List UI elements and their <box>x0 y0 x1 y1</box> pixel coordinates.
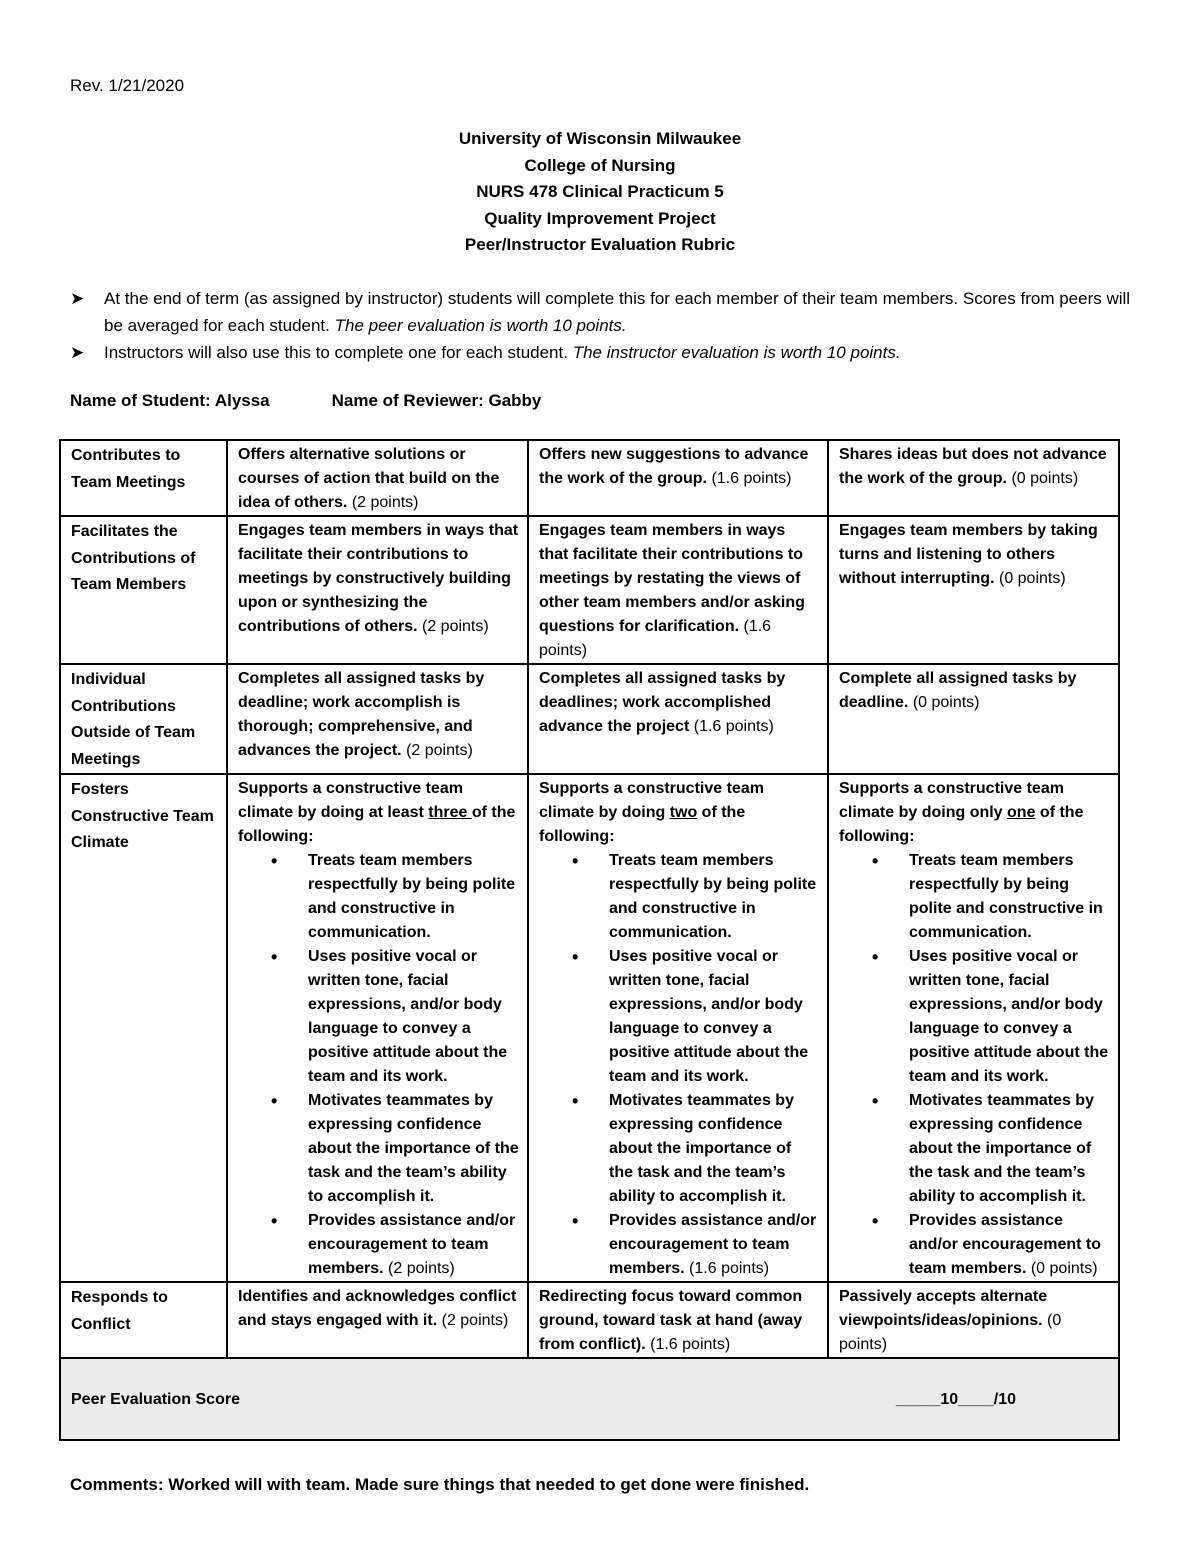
list-item: • Uses positive vocal or written tone, facial expressions, and/or body language to convey a positive attitude about the team and its work. <box>909 945 1110 1089</box>
points: (2 points) <box>388 1260 455 1277</box>
instruction-text: At the end of term (as assigned by instructor) students will complete this for each member of their team members. Scores from peers will be averaged for each student. <box>104 289 1131 335</box>
points: (1.6 points) <box>693 718 774 735</box>
points: (0 points) <box>1030 1260 1098 1277</box>
table-row <box>60 664 1119 774</box>
points: (0 points) <box>1011 470 1079 487</box>
rubric-cell: Offers new suggestions to advance the work of the group. (1.6 points) <box>528 440 828 516</box>
criterion-cell: Facilitates the Contributions of Team Members <box>60 516 227 664</box>
behavior-list <box>539 849 819 1281</box>
points: (1.6 points) <box>650 1336 731 1353</box>
reviewer-name: Name of Reviewer: Gabby <box>331 391 542 410</box>
rubric-cell: Offers alternative solutions or courses of action that build on the idea of others. (2 points) <box>227 440 528 516</box>
points: (2 points) <box>351 494 419 511</box>
rubric-cell: Supports a constructive team climate by doing at least three of the following: • Treats team members respectfully by being polite and constructive in communication. • Uses positive vocal or written tone, facial expressions, and/or body language to convey a positive attitude about the team and its work. • Motivates teammates by expressing confidence about the importance of the task and the team’s ability to accomplish it. • Provides assistance and/or encouragement to team members. (2 points) <box>227 774 528 1282</box>
points: (1.6 points) <box>689 1260 770 1277</box>
list-item: • Treats team members respectfully by being polite and constructive in communication. <box>909 849 1110 945</box>
criterion-cell: Contributes to Team Meetings <box>60 440 227 516</box>
points: (1.6 points) <box>539 618 772 659</box>
student-name: Name of Student: Alyssa <box>70 391 270 410</box>
instructions <box>70 285 1140 366</box>
points: (2 points) <box>441 1312 509 1329</box>
instruction-emphasis: The instructor evaluation is worth 10 points. <box>572 343 901 362</box>
list-item: • Motivates teammates by expressing confidence about the importance of the task and the team’s ability to accomplish it. <box>609 1089 819 1209</box>
rubric-cell: Passively accepts alternate viewpoints/ideas/opinions. (0 points) <box>828 1282 1119 1358</box>
table-row <box>60 516 1119 664</box>
rubric-cell: Complete all assigned tasks by deadline. (0 points) <box>828 664 1119 774</box>
list-item: • Provides assistance and/or encouragement to team members. (2 points) <box>308 1209 519 1281</box>
title-rubric: Peer/Instructor Evaluation Rubric <box>464 235 736 254</box>
points: (1.6 points) <box>711 470 792 487</box>
rubric-cell: Completes all assigned tasks by deadlines; work accomplished advance the project (1.6 points) <box>528 664 828 774</box>
title-university: University of Wisconsin Milwaukee <box>458 129 742 148</box>
instruction-item <box>70 339 1140 366</box>
list-item: • Uses positive vocal or written tone, facial expressions, and/or body language to convey a positive attitude about the team and its work. <box>609 945 819 1089</box>
score-row <box>60 1358 1119 1440</box>
list-item: • Motivates teammates by expressing confidence about the importance of the task and the team’s ability to accomplish it. <box>909 1089 1110 1209</box>
title-course: NURS 478 Clinical Practicum 5 <box>476 182 724 201</box>
points: (2 points) <box>422 618 489 635</box>
arrow-bullet-icon: ➤ <box>70 289 85 308</box>
rubric-cell: Supports a constructive team climate by doing two of the following: • Treats team members respectfully by being polite and constructive in communication. • Uses positive vocal or written tone, facial expressions, and/or body language to convey a positive attitude about the team and its work. • Motivates teammates by expressing confidence about the importance of the task and the team’s ability to accomplish it. • Provides assistance and/or encouragement to team members. (1.6 points) <box>528 774 828 1282</box>
rubric-cell: Redirecting focus toward common ground, toward task at hand (away from conflict). (1.6 points) <box>528 1282 828 1358</box>
list-item: • Provides assistance and/or encouragement to team members. (1.6 points) <box>609 1209 819 1281</box>
table-row <box>60 440 1119 516</box>
list-item: • Motivates teammates by expressing confidence about the importance of the task and the team’s ability to accomplish it. <box>308 1089 519 1209</box>
rubric-cell: Engages team members in ways that facilitate their contributions to meetings by constructively building upon or synthesizing the contributions of others. (2 points) <box>227 516 528 664</box>
table-row <box>60 1282 1119 1358</box>
criterion-cell: Fosters Constructive Team Climate <box>60 774 227 1282</box>
rubric-cell: Shares ideas but does not advance the work of the group. (0 points) <box>828 440 1119 516</box>
arrow-bullet-icon: ➤ <box>70 343 85 362</box>
title-project: Quality Improvement Project <box>484 208 716 228</box>
table-row <box>60 774 1119 1282</box>
instruction-emphasis: The peer evaluation is worth 10 points. <box>334 316 627 335</box>
title-college: College of Nursing <box>524 155 676 175</box>
points: (2 points) <box>406 742 473 759</box>
revision-date: Rev. 1/21/2020 <box>70 76 185 95</box>
rubric-cell: Identifies and acknowledges conflict and stays engaged with it. (2 points) <box>227 1282 528 1358</box>
criterion-cell: Individual Contributions Outside of Team Meetings <box>60 664 227 774</box>
list-item: • Uses positive vocal or written tone, facial expressions, and/or body language to convey a positive attitude about the team and its work. <box>308 945 519 1089</box>
rubric-table <box>59 439 1120 1441</box>
list-item: • Treats team members respectfully by being polite and constructive in communication. <box>308 849 519 945</box>
rubric-cell: Engages team members in ways that facilitate their contributions to meetings by restating the views of other team members and/or asking questions for clarification. (1.6 points) <box>528 516 828 664</box>
instruction-item <box>70 285 1140 339</box>
rubric-cell: Engages team members by taking turns and listening to others without interrupting. (0 points) <box>828 516 1119 664</box>
document-titles <box>0 126 1200 259</box>
score-value: _____10____/10 <box>895 1391 1016 1408</box>
list-item: • Provides assistance and/or encouragement to team members. (0 points) <box>909 1209 1110 1281</box>
points: (0 points) <box>839 1312 1062 1353</box>
points: (0 points) <box>998 570 1066 587</box>
criterion-cell: Responds to Conflict <box>60 1282 227 1358</box>
rubric-cell: Supports a constructive team climate by doing only one of the following: • Treats team members respectfully by being polite and constructive in communication. • Uses positive vocal or written tone, facial expressions, and/or body language to convey a positive attitude about the team and its work. • Motivates teammates by expressing confidence about the importance of the task and the team’s ability to accomplish it. • Provides assistance and/or encouragement to team members. (0 points) <box>828 774 1119 1282</box>
score-label: Peer Evaluation Score <box>71 1391 240 1408</box>
rubric-cell: Completes all assigned tasks by deadline; work accomplish is thorough; comprehensive, and advances the project. (2 points) <box>227 664 528 774</box>
names-line <box>70 391 541 411</box>
points: (0 points) <box>912 694 980 711</box>
behavior-list <box>839 849 1110 1281</box>
behavior-list <box>238 849 519 1281</box>
comments: Comments: Worked will with team. Made sure things that needed to get done were finished. <box>70 1475 810 1494</box>
instruction-text: Instructors will also use this to complete one for each student. <box>104 343 573 362</box>
list-item: • Treats team members respectfully by being polite and constructive in communication. <box>609 849 819 945</box>
score-cell <box>60 1358 1119 1440</box>
